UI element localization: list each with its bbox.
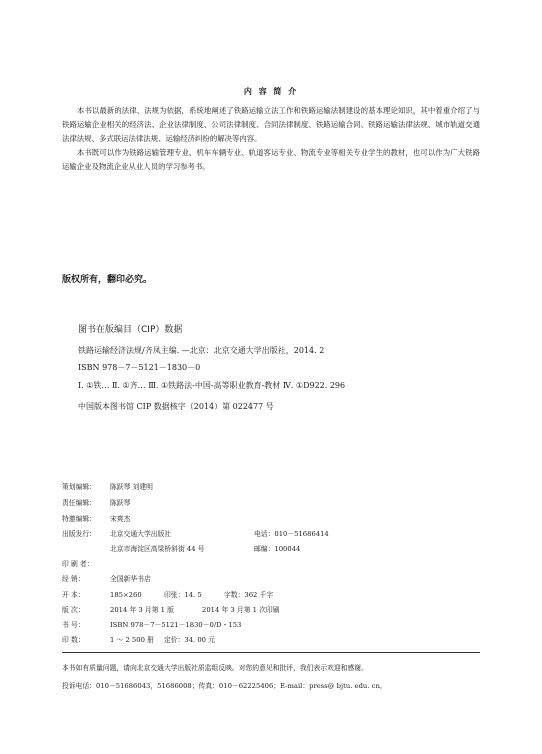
special-label: 特邀编辑： bbox=[62, 515, 96, 523]
format-value: 185×260 bbox=[110, 591, 142, 599]
publisher-label: 出版发行： bbox=[62, 530, 96, 538]
isbn-value: ISBN 978－7－5121－1830－0/D・153 bbox=[110, 621, 242, 629]
cip-title: 图书在版编目（CIP）数据 bbox=[78, 325, 183, 335]
cip-citation: 铁路运输经济法规/齐凤主编. —北京：北京交通大学出版社，2014. 2 bbox=[78, 346, 325, 355]
imprint-printer bbox=[62, 559, 110, 570]
imprint-distributor bbox=[62, 574, 151, 585]
publisher-postcode: 邮编：100044 bbox=[254, 545, 301, 553]
cip-record-number: 中国版本图书馆 CIP 数据核字（2014）第 022477 号 bbox=[78, 402, 274, 411]
footer-contact: 投诉电话：010－51686043，51686008；传真：010－62225406；E-mail：press@ bjtu. edu. cn。 bbox=[62, 682, 387, 690]
imprint-format bbox=[62, 590, 142, 601]
imprint-special-editor bbox=[62, 514, 130, 525]
planning-value: 陈跃琴 刘建明 bbox=[110, 483, 153, 491]
footer-divider bbox=[62, 652, 480, 653]
copies-value: 1 ～ 2 500 册 bbox=[110, 636, 154, 644]
summary-title: 内 容 简 介 bbox=[243, 86, 299, 96]
publisher-value: 北京交通大学出版社 bbox=[110, 530, 172, 538]
printing-date: 2014 年 3 月第 1 次印刷 bbox=[202, 606, 280, 614]
cip-classification: Ⅰ. ①铁… Ⅱ. ①齐… Ⅲ. ①铁路法-中国-高等职业教育-教材 Ⅳ. ①D922. 296 bbox=[78, 381, 346, 390]
edition-label: 版 次： bbox=[62, 606, 85, 614]
copyright-notice: 版权所有，翻印必究。 bbox=[62, 275, 153, 285]
cip-isbn: ISBN 978－7－5121－1830－0 bbox=[78, 363, 201, 372]
price: 定价：34. 00 元 bbox=[164, 636, 215, 644]
imprint-planning-editor bbox=[62, 482, 153, 493]
edition-value: 2014 年 3 月第 1 版 bbox=[110, 606, 174, 614]
imprint-publisher bbox=[62, 529, 171, 540]
footer-quality-notice: 本书如有质量问题，请向北京交通大学出版社质监组反映。对您的意见和批评，我们表示欢迎和感谢。 bbox=[62, 664, 368, 672]
imprint-edition bbox=[62, 605, 174, 616]
isbn-label: 书 号： bbox=[62, 621, 85, 629]
distributor-value: 全国新华书店 bbox=[110, 575, 151, 583]
imprint-responsible-editor bbox=[62, 498, 130, 509]
imprint-copies bbox=[62, 635, 154, 646]
distributor-label: 经 销： bbox=[62, 575, 85, 583]
imprint-isbn bbox=[62, 620, 241, 631]
print-sheets: 印张：14. 5 bbox=[164, 591, 202, 599]
copies-label: 印 数： bbox=[62, 636, 85, 644]
summary-paragraph-1: 本书以最新的法律、法规为依据，系统地阐述了铁路运输立法工作和铁路运输法制建设的基本理论知识，其中着重介绍了与铁路运输企业相关的经济法、企业法律制度、公司法律制度、合同法律制度、铁路运输合同、铁路运输法律法规、城市轨道交通法律法规、多式联运法律法规、运输经济纠纷的解决等内容。 bbox=[62, 106, 480, 143]
word-count: 字数：362 千字 bbox=[224, 591, 274, 599]
summary-body bbox=[62, 104, 480, 174]
printer-label: 印 刷 者： bbox=[62, 560, 94, 568]
responsible-label: 责任编辑： bbox=[62, 499, 96, 507]
special-value: 宋爽杰 bbox=[110, 515, 131, 523]
summary-paragraph-2: 本书既可以作为铁路运输管理专业、机车车辆专业、轨道客运专业、物流专业等相关专业学生的教材，也可以作为广大铁路运输企业及物流企业从业人员的学习参考书。 bbox=[62, 148, 480, 171]
format-label: 开 本： bbox=[62, 591, 85, 599]
planning-label: 策划编辑： bbox=[62, 483, 96, 491]
publisher-address: 北京市海淀区高梁桥斜街 44 号 bbox=[110, 545, 205, 553]
responsible-value: 陈跃琴 bbox=[110, 499, 131, 507]
publisher-phone: 电话：010－51686414 bbox=[254, 530, 329, 538]
